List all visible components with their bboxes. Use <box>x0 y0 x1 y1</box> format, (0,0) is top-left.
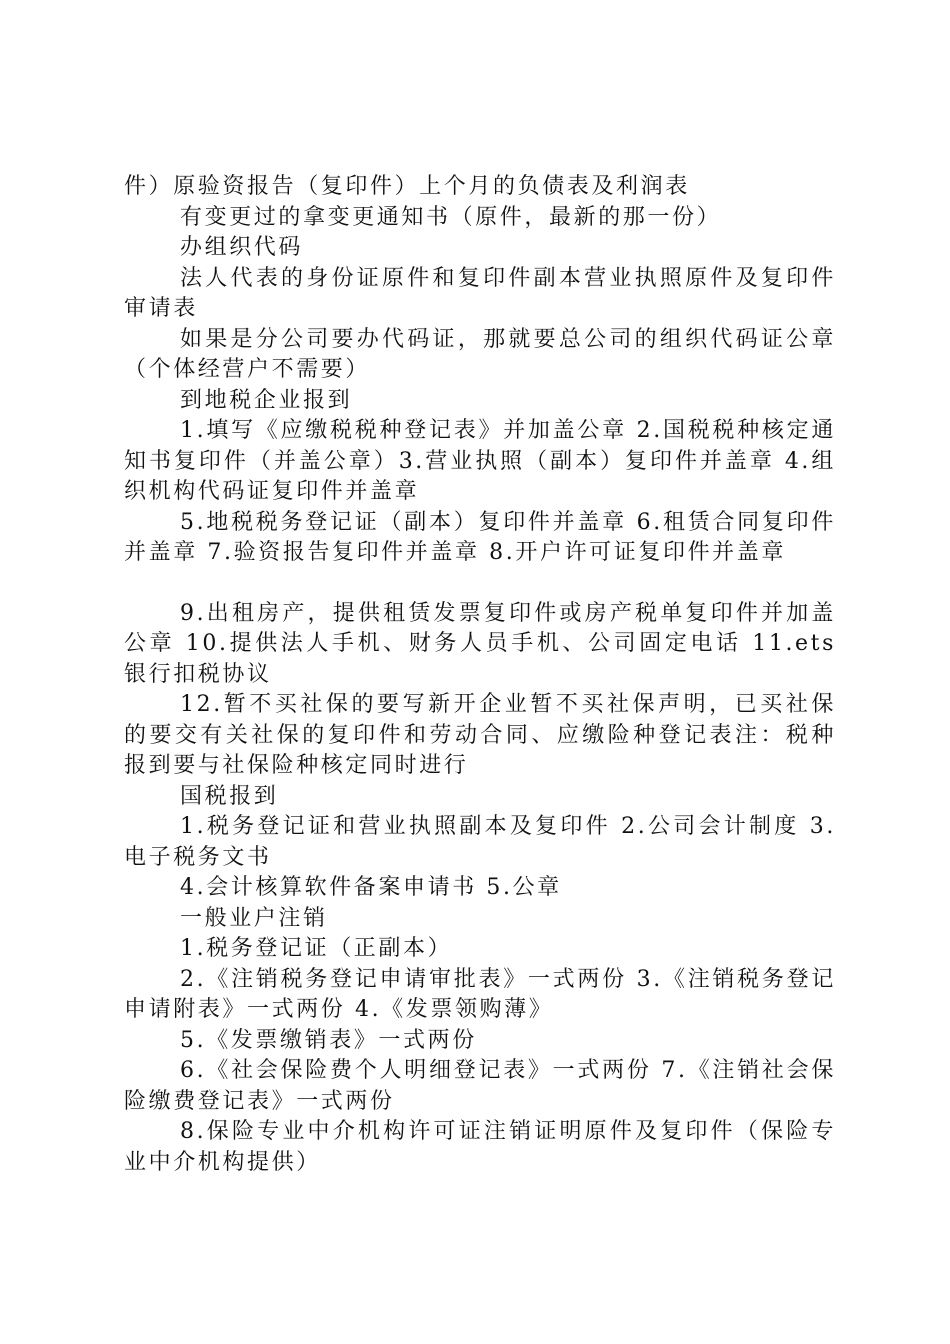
paragraph-local-tax-items-1-4: 1.填写《应缴税税种登记表》并加盖公章 2.国税税种核定通知书复印件（并盖公章）3.营业执照（副本）复印件并盖章 4.组织机构代码证复印件并盖章 <box>124 418 836 504</box>
paragraph-local-tax-items-5-8: 5.地税税务登记证（副本）复印件并盖章 6.租赁合同复印件并盖章 7.验资报告复印件并盖章 8.开户许可证复印件并盖章 <box>124 509 836 565</box>
paragraph-continuation: 件）原验资报告（复印件）上个月的负债表及利润表 <box>124 174 690 199</box>
document-body <box>124 172 836 1178</box>
paragraph-national-tax-items-4-5: 4.会计核算软件备案申请书 5.公章 <box>180 875 562 900</box>
heading-local-tax: 到地税企业报到 <box>180 387 353 413</box>
paragraph-org-code-docs: 法人代表的身份证原件和复印件副本营业执照原件及复印件审请表 <box>124 265 836 321</box>
paragraph-dereg-items-6-7: 6.《社会保险费个人明细登记表》一式两份 7.《注销社会保险缴费登记表》一式两份 <box>124 1058 836 1114</box>
paragraph-dereg-items-2-4: 2.《注销税务登记申请审批表》一式两份 3.《注销税务登记申请附表》一式两份 4.《发票领购薄》 <box>124 966 836 1022</box>
heading-deregistration: 一般业户注销 <box>180 905 328 931</box>
paragraph-social-insurance: 12.暂不买社保的要写新开企业暂不买社保声明，已买社保的要交有关社保的复印件和劳动合同、应缴险种登记表注：税种报到要与社保险种核定同时进行 <box>124 692 836 778</box>
paragraph-dereg-item-5: 5.《发票缴销表》一式两份 <box>180 1027 477 1053</box>
heading-org-code: 办组织代码 <box>180 235 304 260</box>
paragraph-dereg-item-1: 1.税务登记证（正副本） <box>180 936 453 961</box>
paragraph-local-tax-items-9-11: 9.出租房产，提供租赁发票复印件或房产税单复印件并加盖公章 10.提供法人手机、财务人员手机、公司固定电话 11.ets 银行扣税协议 <box>124 600 836 687</box>
paragraph-national-tax-items-1-3: 1.税务登记证和营业执照副本及复印件 2.公司会计制度 3.电子税务文书 <box>124 814 836 870</box>
paragraph-change-notice: 有变更过的拿变更通知书（原件，最新的那一份） <box>180 204 722 230</box>
paragraph-dereg-item-8: 8.保险专业中介机构许可证注销证明原件及复印件（保险专业中介机构提供） <box>124 1119 836 1175</box>
heading-national-tax: 国税报到 <box>180 783 279 809</box>
paragraph-branch-office: 如果是分公司要办代码证，那就要总公司的组织代码证公章（个体经营户不需要） <box>124 326 836 382</box>
